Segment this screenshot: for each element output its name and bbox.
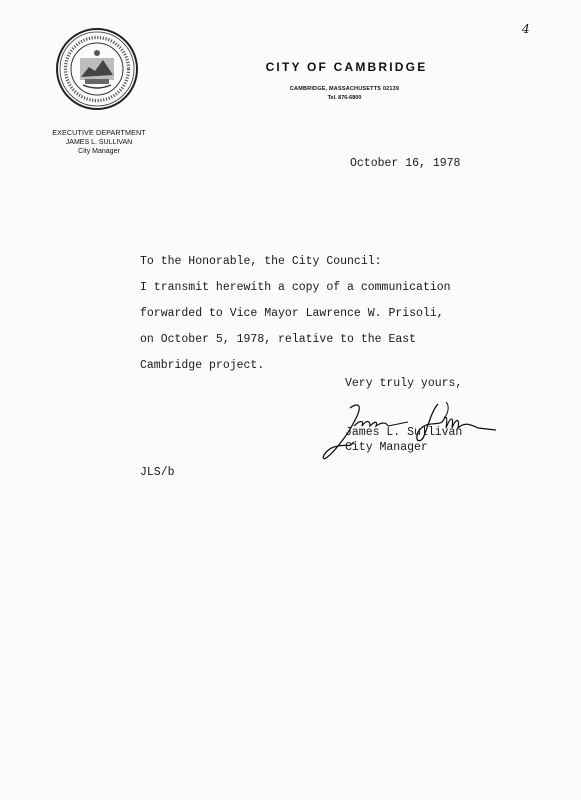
closing: Very truly yours, bbox=[345, 377, 463, 390]
typist-initials: JLS/b bbox=[140, 466, 175, 479]
page-number: 4 bbox=[522, 22, 530, 36]
signature-block bbox=[345, 426, 462, 455]
letterhead-telephone: Tel. 876-6800 bbox=[327, 95, 362, 101]
body-line: on October 5, 1978, relative to the East bbox=[140, 333, 417, 346]
signer-name: James L. Sullivan bbox=[345, 426, 463, 439]
body-line: Cambridge project. bbox=[140, 359, 265, 372]
letterhead-title: CITY OF CAMBRIDGE bbox=[265, 60, 428, 74]
letter-date: October 16, 1978 bbox=[350, 157, 461, 170]
department-manager-title: City Manager bbox=[78, 148, 120, 155]
department-block bbox=[44, 128, 154, 157]
department-manager-name: JAMES L. SULLIVAN bbox=[65, 138, 133, 146]
body-line: I transmit herewith a copy of a communication bbox=[140, 281, 451, 294]
department-name: EXECUTIVE DEPARTMENT bbox=[52, 128, 146, 137]
salutation: To the Honorable, the City Council: bbox=[140, 255, 382, 268]
letterhead-address: CAMBRIDGE, MASSACHUSETTS 02139 bbox=[289, 86, 400, 92]
signer-title: City Manager bbox=[345, 440, 428, 454]
letter-body bbox=[140, 255, 451, 385]
body-line: forwarded to Vice Mayor Lawrence W. Prisoli, bbox=[140, 307, 444, 320]
